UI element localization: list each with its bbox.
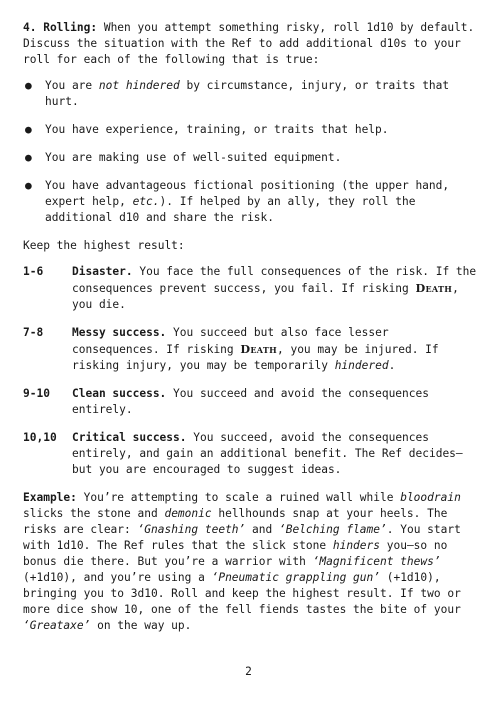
result-description: Disaster. You face the full consequences of the risk. If the consequences prevent success, you fail. If risking Death, you die.: [72, 265, 477, 311]
bullet-icon: ●: [25, 179, 32, 192]
result-description: Messy success. You succeed but also face lesser consequences. If risking Death, you may be injured. If risking injury, you may be temporarily hindered.: [72, 326, 439, 372]
result-range: 1-6: [23, 265, 44, 278]
list-item: ● You are not hindered by circumstance, injury, or traits that hurt.: [25, 79, 450, 108]
bullet-icon: ●: [25, 151, 32, 164]
result-description: Clean success. You succeed and avoid the consequences entirely.: [72, 387, 429, 416]
bullet-icon: ●: [25, 123, 32, 136]
list-item: ● You have advantageous fictional positioning (the upper hand, expert help, etc.). If helped by an ally, they roll the additional d10 and share the risk.: [25, 179, 450, 224]
result-row: [23, 325, 477, 374]
death-term: Death: [240, 342, 277, 356]
example-label: Example:: [23, 491, 77, 504]
bullet-icon: ●: [25, 79, 32, 92]
rolling-heading: 4. Rolling:: [23, 21, 98, 34]
list-item: ● You have experience, training, or traits that help.: [25, 123, 389, 136]
result-row: [23, 386, 477, 418]
rolling-text: When you attempt something risky, roll 1d10 by default. Discuss the situation with the Ref to add additional d10s to your roll for each of the following that is true:: [23, 21, 475, 66]
death-term: Death: [415, 281, 453, 295]
example-paragraph: Example: You’re attempting to scale a ruined wall while bloodrain slicks the stone and demonic hellhounds snap at your heels. The risks are clear: ‘Gnashing teeth’ and ‘Belching flame’. You start with 1d10. The Ref rules that the slick stone hinders you—so no bonus die there. But you’re a warrior with ‘Magnificent thews’ (+1d10), and you’re using a ‘Pneumatic grappling gun’ (+1d10), bringing you to 3d10. Roll and keep the highest result. If two or more dice show 10, one of the fell fiends tastes the bite of your ‘Greataxe’ on the way up.: [23, 491, 461, 632]
result-description: Critical success. You succeed, avoid the consequences entirely, and gain an additional benefit. The Ref decides—but you are encouraged to suggest ideas.: [72, 431, 463, 476]
result-range: 10,10: [23, 431, 57, 444]
result-range: 9-10: [23, 387, 50, 400]
list-item: ● You are making use of well-suited equipment.: [25, 151, 342, 164]
page-number: 2: [245, 665, 252, 678]
condition-list: [23, 78, 477, 226]
keep-highest-text: Keep the highest result:: [23, 239, 185, 252]
result-row: [23, 264, 477, 313]
document-page: [23, 20, 477, 634]
result-row: [23, 430, 477, 478]
rolling-intro: [23, 20, 477, 68]
result-range: 7-8: [23, 326, 44, 339]
